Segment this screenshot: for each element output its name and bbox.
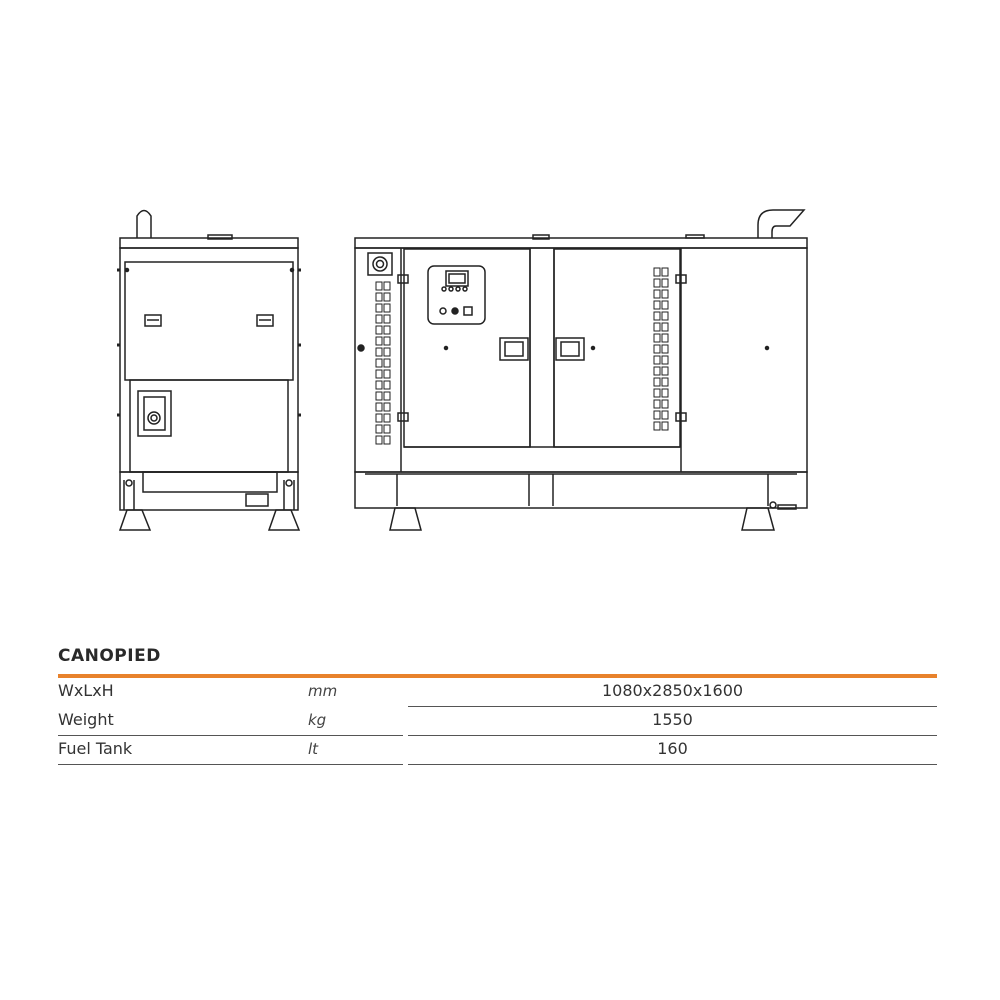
spec-row-dimensions — [58, 678, 937, 707]
generator-front-view-icon — [355, 210, 807, 530]
spec-unit: kg — [308, 711, 327, 729]
spec-value: 160 — [657, 739, 688, 758]
spec-value: 1080x2850x1600 — [601, 681, 744, 700]
row-divider — [408, 764, 937, 765]
spec-row-weight — [58, 707, 937, 736]
spec-value: 1550 — [652, 710, 693, 729]
spec-label: WxLxH — [58, 681, 114, 700]
left-vent-grille — [376, 282, 390, 444]
spec-label: Weight — [58, 710, 114, 729]
right-vent-grille — [654, 268, 668, 430]
spec-row-fuel-tank — [58, 736, 937, 765]
generator-side-view-icon — [117, 211, 301, 531]
spec-table — [58, 678, 937, 765]
spec-unit: mm — [308, 682, 338, 700]
spec-section-title: CANOPIED — [58, 646, 161, 666]
row-divider — [58, 764, 403, 765]
spec-label: Fuel Tank — [58, 739, 133, 758]
spec-unit: lt — [308, 740, 319, 758]
